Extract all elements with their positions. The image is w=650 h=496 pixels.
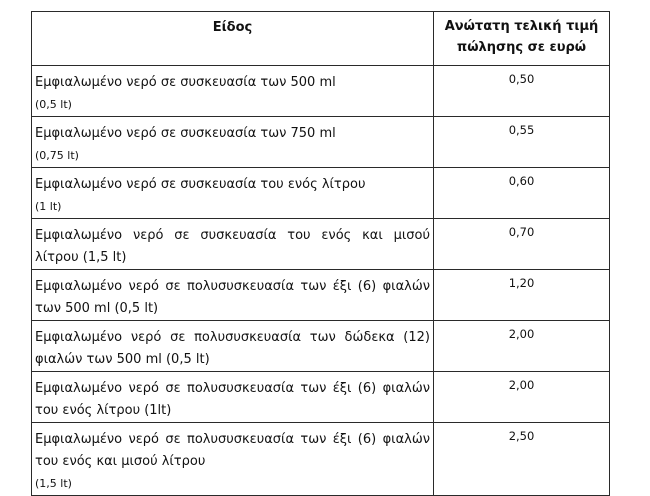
table-row bbox=[32, 423, 610, 496]
item-description bbox=[32, 219, 434, 270]
item-volume: (0,5 lt) bbox=[35, 98, 72, 111]
item-price: 0,50 bbox=[434, 66, 610, 117]
header-max-price: Ανώτατη τελική τιμή πώλησης σε ευρώ bbox=[434, 12, 610, 66]
table-row bbox=[32, 372, 610, 423]
item-text: Εμφιαλωμένο νερό σε συσκευασία του ενός λίτρου bbox=[35, 177, 366, 192]
item-text: Εμφιαλωμένο νερό σε συσκευασία των 750 ml bbox=[35, 126, 336, 141]
item-description bbox=[32, 66, 434, 117]
price-table bbox=[31, 11, 610, 496]
table-row bbox=[32, 168, 610, 219]
item-description bbox=[32, 423, 434, 496]
item-description bbox=[32, 321, 434, 372]
item-text: Εμφιαλωμένο νερό σε πολυσυσκευασία των δώδεκα (12) φιαλών των 500 ml (0,5 lt) bbox=[35, 330, 430, 367]
item-price: 2,50 bbox=[434, 423, 610, 496]
table-row bbox=[32, 270, 610, 321]
item-text: Εμφιαλωμένο νερό σε συσκευασία των 500 ml bbox=[35, 75, 336, 90]
item-text: Εμφιαλωμένο νερό σε πολυσυσκευασία των έξι (6) φιαλών του ενός λίτρου (1lt) bbox=[35, 381, 430, 418]
item-volume: (1,5 lt) bbox=[35, 477, 72, 490]
table-row bbox=[32, 117, 610, 168]
item-description bbox=[32, 168, 434, 219]
item-description bbox=[32, 372, 434, 423]
table-row bbox=[32, 219, 610, 270]
item-description bbox=[32, 270, 434, 321]
item-text: Εμφιαλωμένο νερό σε πολυσυσκευασία των έξι (6) φιαλών των 500 ml (0,5 lt) bbox=[35, 279, 430, 316]
item-volume: (1 lt) bbox=[35, 200, 62, 213]
item-price: 2,00 bbox=[434, 321, 610, 372]
item-price: 0,70 bbox=[434, 219, 610, 270]
item-volume: (0,75 lt) bbox=[35, 149, 79, 162]
table-row bbox=[32, 321, 610, 372]
item-price: 0,55 bbox=[434, 117, 610, 168]
header-item: Είδος bbox=[32, 12, 434, 66]
item-text: Εμφιαλωμένο νερό σε συσκευασία του ενός και μισού λίτρου (1,5 lt) bbox=[35, 228, 430, 265]
table-header-row bbox=[32, 12, 610, 66]
item-price: 0,60 bbox=[434, 168, 610, 219]
item-text: Εμφιαλωμένο νερό σε πολυσυσκευασία των έξι (6) φιαλών του ενός και μισού λίτρου bbox=[35, 432, 430, 469]
table-row bbox=[32, 66, 610, 117]
item-price: 1,20 bbox=[434, 270, 610, 321]
item-price: 2,00 bbox=[434, 372, 610, 423]
item-description bbox=[32, 117, 434, 168]
